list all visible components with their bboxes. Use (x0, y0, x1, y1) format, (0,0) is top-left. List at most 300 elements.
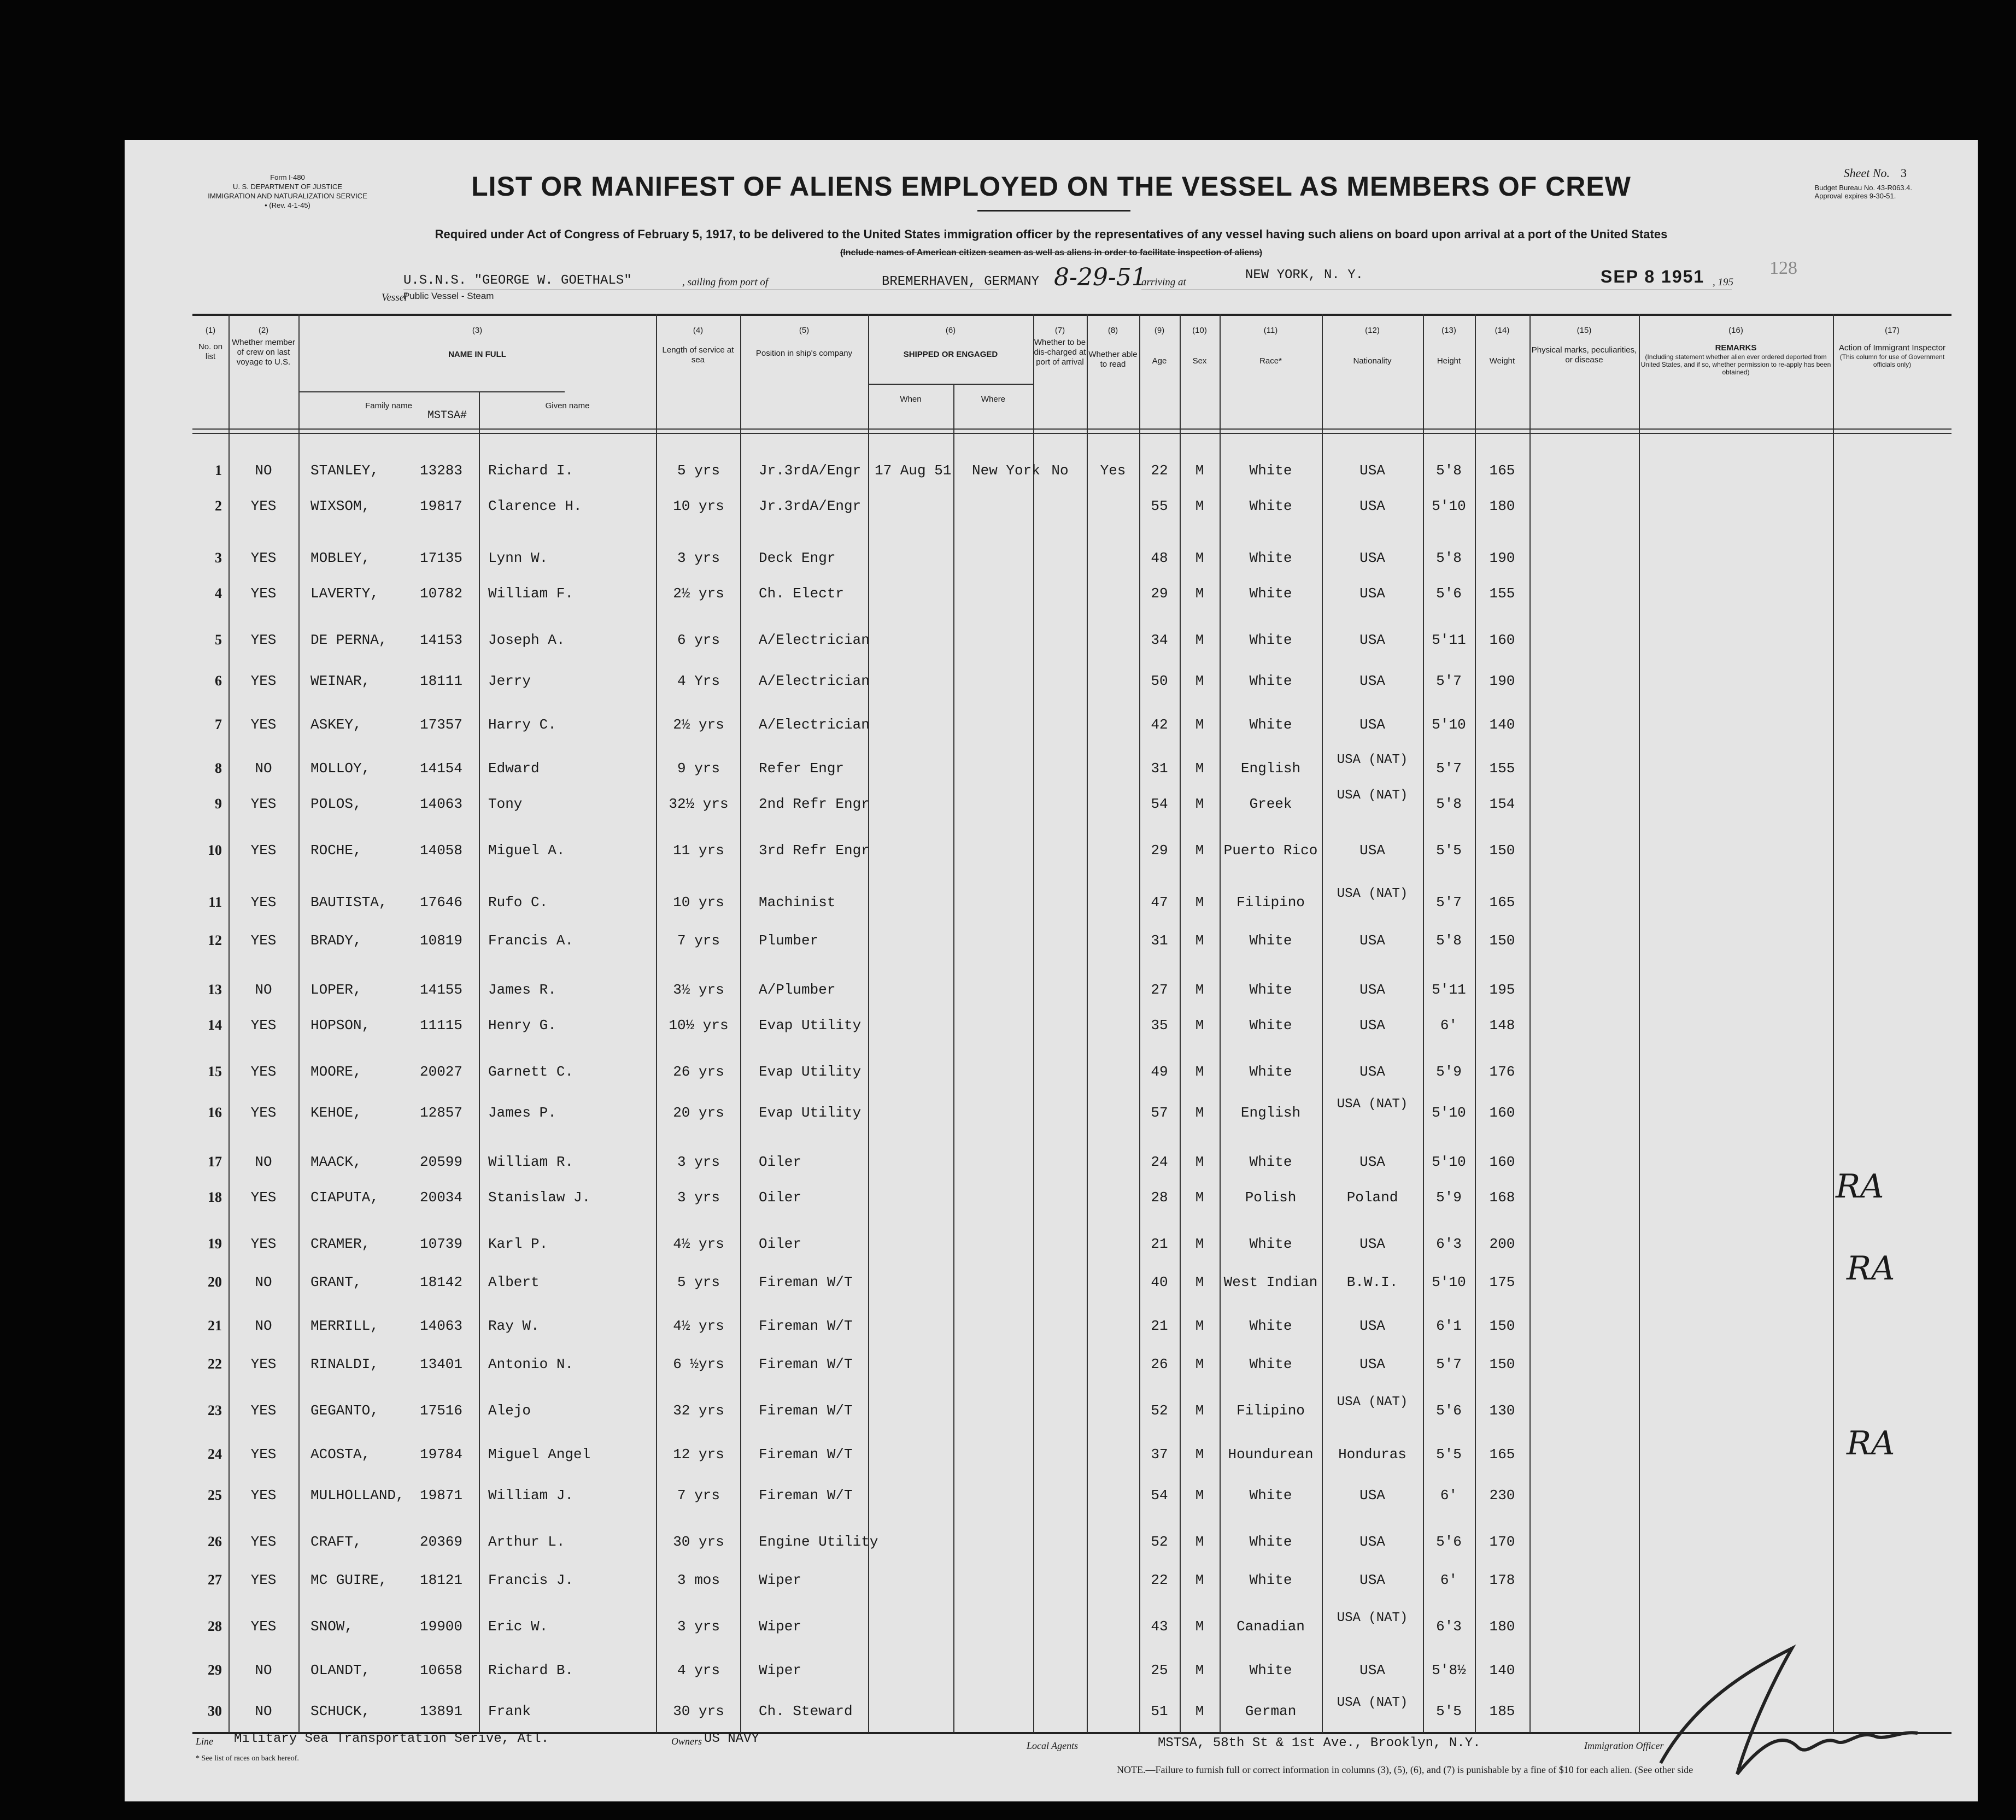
cell-position: Fireman W/T (759, 1274, 853, 1290)
cell-race: White (1249, 1356, 1292, 1372)
cell-prev: YES (250, 796, 277, 812)
sheet-number-label: Sheet No. (1843, 166, 1890, 180)
cell-weight: 160 (1489, 1105, 1515, 1121)
cell-sex: M (1195, 462, 1204, 479)
row-number: 5 (215, 632, 222, 648)
cell-prev: YES (250, 1534, 277, 1550)
vessel-label: Vessel (382, 292, 407, 303)
cell-given: Tony (488, 796, 523, 812)
cell-position: Refer Engr (759, 760, 845, 777)
arrival-port: NEW YORK, N. Y. (1245, 268, 1364, 283)
cell-service: 5 yrs (677, 462, 720, 479)
cell-family: GEGANTO, (310, 1402, 379, 1419)
cell-family: ACOSTA, (310, 1446, 371, 1463)
cell-height: 5'10 (1432, 1154, 1466, 1170)
col-line (228, 314, 230, 1733)
cell-prev: NO (255, 1154, 272, 1170)
cell-race: Polish (1245, 1189, 1297, 1206)
cell-weight: 168 (1489, 1189, 1515, 1206)
row-number: 28 (208, 1618, 222, 1634)
cell-sex: M (1195, 1356, 1204, 1372)
cell-family: LAVERTY, (310, 585, 379, 602)
row-number: 10 (208, 842, 222, 858)
cell-height: 5'11 (1432, 632, 1466, 648)
cell-family: SNOW, (310, 1618, 354, 1635)
cell-given: Harry C. (488, 717, 556, 733)
cell-nat: USA (1359, 717, 1385, 733)
cell-age: 31 (1151, 932, 1168, 949)
cell-race: White (1249, 1572, 1292, 1588)
cell-weight: 150 (1489, 932, 1515, 949)
cell-given: Albert (488, 1274, 540, 1290)
cell-read: Yes (1100, 462, 1126, 479)
cell-family: GRANT, (310, 1274, 362, 1290)
include-text: (Include names of American citizen seamen as well as aliens in order to facilitate inspection of aliens) (840, 248, 1263, 257)
row-number: 1 (215, 462, 222, 478)
cell-service: 26 yrs (673, 1064, 724, 1080)
cell-service: 12 yrs (673, 1446, 724, 1463)
cell-height: 6' (1440, 1572, 1458, 1588)
cell-mstsa: 14058 (420, 842, 463, 859)
title-underline (977, 210, 1130, 212)
cell-race: Puerto Rico (1223, 842, 1318, 859)
cell-nat: USA (1359, 462, 1385, 479)
header-bottom-rule-2 (192, 433, 1951, 434)
cell-nat: USA (1359, 1154, 1385, 1170)
cell-mstsa: 20599 (420, 1154, 463, 1170)
cell-height: 5'7 (1436, 673, 1462, 689)
cell-prev: YES (250, 1572, 277, 1588)
col9-header: (9) Age (1152, 326, 1167, 366)
cell-weight: 195 (1489, 982, 1515, 998)
cell-nat: USA (NAT) (1337, 1611, 1408, 1625)
cell-weight: 170 (1489, 1534, 1515, 1550)
cell-position: Oiler (759, 1236, 802, 1252)
cell-sex: M (1195, 585, 1204, 602)
cell-service: 5 yrs (677, 1274, 720, 1290)
row-number: 29 (208, 1662, 222, 1678)
row-number: 13 (208, 982, 222, 997)
cell-service: 3 yrs (677, 550, 720, 566)
cell-race: White (1249, 673, 1292, 689)
cell-service: 3 yrs (677, 1154, 720, 1170)
cell-nat: USA (NAT) (1337, 788, 1408, 803)
cell-family: BAUTISTA, (310, 894, 388, 911)
cell-prev: YES (250, 1402, 277, 1419)
cell-weight: 165 (1489, 462, 1515, 479)
cell-height: 5'8 (1436, 796, 1462, 812)
cell-height: 5'9 (1436, 1189, 1462, 1206)
cell-prev: NO (255, 1703, 272, 1719)
cell-nat: USA (1359, 842, 1385, 859)
cell-mstsa: 20369 (420, 1534, 463, 1550)
cell-sex: M (1195, 760, 1204, 777)
row-number: 9 (215, 796, 222, 812)
cell-mstsa: 14063 (420, 1318, 463, 1334)
family-name-header: Family name (365, 401, 412, 410)
cell-weight: 230 (1489, 1487, 1515, 1504)
cell-nat: USA (1359, 1487, 1385, 1504)
cell-nat: USA (1359, 932, 1385, 949)
revision: • (Rev. 4-1-45) (265, 201, 310, 209)
cell-height: 5'7 (1436, 894, 1462, 911)
cell-weight: 160 (1489, 632, 1515, 648)
cell-prev: NO (255, 462, 272, 479)
cell-position: A/Electrician (759, 673, 870, 689)
cell-mstsa: 10782 (420, 585, 463, 602)
cell-given: William F. (488, 585, 574, 602)
cell-service: 30 yrs (673, 1703, 724, 1719)
cell-mstsa: 18142 (420, 1274, 463, 1290)
cell-sex: M (1195, 1017, 1204, 1034)
cell-service: 20 yrs (673, 1105, 724, 1121)
cell-age: 47 (1151, 894, 1168, 911)
cell-age: 22 (1151, 1572, 1168, 1588)
col14-header: (14) Weight (1489, 326, 1515, 366)
cell-position: Jr.3rdA/Engr (759, 498, 862, 514)
col-line (740, 314, 741, 1733)
row-number: 23 (208, 1402, 222, 1418)
col11-header: (11) Race* (1259, 326, 1282, 366)
year-suffix: , 195 (1713, 277, 1733, 288)
cell-age: 51 (1151, 1703, 1168, 1719)
cell-sex: M (1195, 550, 1204, 566)
cell-position: Oiler (759, 1154, 802, 1170)
cell-nat: USA (1359, 1534, 1385, 1550)
cell-height: 6' (1440, 1487, 1458, 1504)
cell-race: Houndurean (1228, 1446, 1314, 1463)
cell-mstsa: 19900 (420, 1618, 463, 1635)
when-header: When (900, 395, 922, 404)
cell-prev: YES (250, 673, 277, 689)
vessel-type: Public Vessel - Steam (403, 291, 494, 301)
cell-prev: NO (255, 982, 272, 998)
cell-position: Fireman W/T (759, 1356, 853, 1372)
cell-height: 5'6 (1436, 585, 1462, 602)
col-line (656, 314, 657, 1733)
cell-family: RINALDI, (310, 1356, 379, 1372)
col6-header: (6) SHIPPED OR ENGAGED (903, 326, 998, 359)
cell-race: White (1249, 717, 1292, 733)
cell-height: 5'5 (1436, 842, 1462, 859)
cell-position: Engine Utility (759, 1534, 878, 1550)
cell-age: 48 (1151, 550, 1168, 566)
corner-number: 128 (1769, 258, 1797, 278)
cell-height: 5'7 (1436, 1356, 1462, 1372)
cell-mstsa: 14155 (420, 982, 463, 998)
col2-header: (2) Whether member of crew on last voyage to U.S. (232, 326, 295, 367)
cell-sex: M (1195, 1064, 1204, 1080)
cell-sex: M (1195, 1105, 1204, 1121)
cell-race: White (1249, 550, 1292, 566)
cell-race: West Indian (1223, 1274, 1318, 1290)
cell-age: 21 (1151, 1236, 1168, 1252)
col17-header: (17) Action of Immigrant Inspector (This column for use of Government officials only) (1838, 326, 1946, 368)
cell-mstsa: 18121 (420, 1572, 463, 1588)
cell-sex: M (1195, 796, 1204, 812)
cell-race: Greek (1249, 796, 1292, 812)
inspector-mark: RA (1847, 1424, 1895, 1463)
line-value: Military Sea Transportation Serive, Atl. (234, 1731, 549, 1746)
cell-race: German (1245, 1703, 1297, 1719)
cell-service: 2½ yrs (673, 585, 724, 602)
cell-given: William J. (488, 1487, 574, 1504)
cell-race: White (1249, 1318, 1292, 1334)
cell-mstsa: 19784 (420, 1446, 463, 1463)
cell-position: Fireman W/T (759, 1402, 853, 1419)
sailing-label: , sailing from port of (682, 277, 769, 288)
row-number: 6 (215, 673, 222, 689)
row-number: 11 (208, 894, 222, 910)
col1-header: (1) No. on list (198, 326, 223, 361)
col-line (1639, 314, 1640, 1733)
cell-race: White (1249, 1017, 1292, 1034)
cell-height: 6'1 (1436, 1318, 1462, 1334)
cell-race: White (1249, 585, 1292, 602)
cell-race: White (1249, 1534, 1292, 1550)
cell-family: ROCHE, (310, 842, 362, 859)
cell-mstsa: 12857 (420, 1105, 463, 1121)
cell-age: 54 (1151, 796, 1168, 812)
cell-nat: USA (1359, 1318, 1385, 1334)
department: U. S. DEPARTMENT OF JUSTICE (232, 183, 343, 191)
cell-nat: USA (1359, 1356, 1385, 1372)
cell-height: 5'8½ (1432, 1662, 1466, 1678)
cell-weight: 154 (1489, 796, 1515, 812)
cell-mstsa: 13283 (420, 462, 463, 479)
row-number: 22 (208, 1356, 222, 1372)
col-line (298, 314, 300, 1733)
owners-label: Owners (671, 1736, 702, 1747)
cell-position: Plumber (759, 932, 819, 949)
cell-given: Richard I. (488, 462, 574, 479)
cell-position: Oiler (759, 1189, 802, 1206)
cell-age: 22 (1151, 462, 1168, 479)
cell-weight: 165 (1489, 894, 1515, 911)
col-line (868, 314, 869, 1733)
cell-sex: M (1195, 632, 1204, 648)
col-line (1087, 314, 1088, 1733)
owners-value: US NAVY (704, 1731, 759, 1746)
cell-service: 32 yrs (673, 1402, 724, 1419)
cell-position: Fireman W/T (759, 1318, 853, 1334)
cell-height: 6'3 (1436, 1236, 1462, 1252)
cell-position: A/Electrician (759, 717, 870, 733)
cell-race: White (1249, 1662, 1292, 1678)
cell-nat: USA (NAT) (1337, 886, 1408, 901)
cell-height: 5'11 (1432, 982, 1466, 998)
cell-family: KEHOE, (310, 1105, 362, 1121)
cell-family: BRADY, (310, 932, 362, 949)
cell-nat: USA (1359, 982, 1385, 998)
cell-sex: M (1195, 1236, 1204, 1252)
cell-mstsa: 18111 (420, 673, 463, 689)
cell-mstsa: 20027 (420, 1064, 463, 1080)
statute-text: Required under Act of Congress of February 5, 1917, to be delivered to the United States immigration officer by the representatives of any vessel having such aliens on board upon arrival at a port of the United States (435, 227, 1668, 241)
manifest-sheet (125, 140, 1978, 1801)
cell-weight: 180 (1489, 1618, 1515, 1635)
cell-sex: M (1195, 1154, 1204, 1170)
cell-service: 4½ yrs (673, 1318, 724, 1334)
cell-height: 5'8 (1436, 462, 1462, 479)
cell-nat: USA (1359, 1017, 1385, 1034)
cell-prev: YES (250, 717, 277, 733)
row-number: 15 (208, 1064, 222, 1079)
cell-age: 37 (1151, 1446, 1168, 1463)
cell-race: English (1240, 760, 1301, 777)
cell-sex: M (1195, 717, 1204, 733)
cell-weight: 155 (1489, 585, 1515, 602)
cell-nat: USA (1359, 1064, 1385, 1080)
cell-family: MAACK, (310, 1154, 362, 1170)
cell-age: 24 (1151, 1154, 1168, 1170)
cell-given: William R. (488, 1154, 574, 1170)
cell-given: James P. (488, 1105, 556, 1121)
cell-sex: M (1195, 842, 1204, 859)
budget-bureau: Budget Bureau No. 43-R063.4. (1814, 184, 1912, 192)
approval-expiry: Approval expires 9-30-51. (1814, 192, 1896, 200)
cell-position: Fireman W/T (759, 1446, 853, 1463)
cell-family: POLOS, (310, 796, 362, 812)
cell-nat: USA (NAT) (1337, 1395, 1408, 1410)
cell-age: 52 (1151, 1534, 1168, 1550)
cell-height: 5'10 (1432, 1105, 1466, 1121)
row-number: 25 (208, 1487, 222, 1503)
row-number: 7 (215, 717, 222, 732)
cell-sex: M (1195, 982, 1204, 998)
cell-given: Joseph A. (488, 632, 565, 648)
cell-sex: M (1195, 1534, 1204, 1550)
cell-service: 3½ yrs (673, 982, 724, 998)
cell-age: 50 (1151, 673, 1168, 689)
cell-sex: M (1195, 932, 1204, 949)
cell-nat: USA (NAT) (1337, 1695, 1408, 1710)
form-number: Form I-480 (270, 173, 305, 181)
cell-weight: 130 (1489, 1402, 1515, 1419)
cell-service: 10½ yrs (669, 1017, 729, 1034)
cell-position: Ch. Electr (759, 585, 845, 602)
given-name-header: Given name (545, 401, 590, 410)
cell-family: CRAMER, (310, 1236, 371, 1252)
row-number: 16 (208, 1105, 222, 1120)
cell-family: OLANDT, (310, 1662, 371, 1678)
cell-given: Eric W. (488, 1618, 548, 1635)
cell-prev: YES (250, 894, 277, 911)
cell-age: 21 (1151, 1318, 1168, 1334)
cell-sex: M (1195, 1572, 1204, 1588)
cell-mstsa: 17135 (420, 550, 463, 566)
page-title: LIST OR MANIFEST OF ALIENS EMPLOYED ON THE VESSEL AS MEMBERS OF CREW (471, 171, 1631, 202)
cell-nat: USA (1359, 1662, 1385, 1678)
mstsa-header: MSTSA# (427, 409, 467, 422)
cell-nat: USA (NAT) (1337, 753, 1408, 767)
cell-age: 29 (1151, 842, 1168, 859)
col-line (479, 391, 480, 1733)
penalty-note: NOTE.—Failure to furnish full or correct information in columns (3), (5), (6), and (7) is punishable by a fine of $10 for each alien. (See other side (1117, 1764, 1693, 1775)
cell-position: Evap Utility (759, 1105, 862, 1121)
inspector-mark: RA (1836, 1167, 1884, 1206)
cell-prev: NO (255, 1318, 272, 1334)
cell-when: 17 Aug 51 (875, 462, 952, 479)
col8-header: (8) Whether able to read (1088, 326, 1138, 369)
cell-weight: 140 (1489, 1662, 1515, 1678)
cell-position: 3rd Refr Engr (759, 842, 870, 859)
arriving-label: arriving at (1141, 277, 1186, 288)
cell-service: 4½ yrs (673, 1236, 724, 1252)
cell-race: English (1240, 1105, 1301, 1121)
row-number: 24 (208, 1446, 222, 1462)
handwritten-date: 8-29-51 (1054, 263, 1147, 291)
inspector-mark: RA (1847, 1249, 1895, 1288)
cell-sex: M (1195, 1274, 1204, 1290)
cell-given: Stanislaw J. (488, 1189, 591, 1206)
service: IMMIGRATION AND NATURALIZATION SERVICE (208, 192, 367, 200)
cell-prev: YES (250, 1487, 277, 1504)
cell-service: 2½ yrs (673, 717, 724, 733)
cell-service: 10 yrs (673, 894, 724, 911)
cell-height: 5'6 (1436, 1402, 1462, 1419)
col-line (953, 384, 954, 1733)
cell-service: 6 yrs (677, 632, 720, 648)
cell-nat: USA (1359, 1572, 1385, 1588)
col3-header: (3) NAME IN FULL (448, 326, 506, 359)
cell-mstsa: 10739 (420, 1236, 463, 1252)
cell-position: Deck Engr (759, 550, 836, 566)
cell-nat: USA (1359, 498, 1385, 514)
cell-prev: YES (250, 1356, 277, 1372)
cell-given: Jerry (488, 673, 531, 689)
cell-weight: 150 (1489, 842, 1515, 859)
line-label: Line (196, 1736, 214, 1747)
cell-service: 7 yrs (677, 1487, 720, 1504)
cell-race: White (1249, 498, 1292, 514)
cell-family: MERRILL, (310, 1318, 379, 1334)
cell-given: Frank (488, 1703, 531, 1719)
cell-sex: M (1195, 1402, 1204, 1419)
row-number: 21 (208, 1318, 222, 1334)
agents-label: Local Agents (1027, 1740, 1079, 1751)
cell-sex: M (1195, 1703, 1204, 1719)
cell-age: 31 (1151, 760, 1168, 777)
cell-prev: YES (250, 1017, 277, 1034)
cell-weight: 165 (1489, 1446, 1515, 1463)
cell-age: 52 (1151, 1402, 1168, 1419)
agents-value: MSTSA, 58th St & 1st Ave., Brooklyn, N.Y. (1158, 1736, 1481, 1751)
cell-position: Wiper (759, 1618, 802, 1635)
cell-family: WEINAR, (310, 673, 371, 689)
cell-sex: M (1195, 1318, 1204, 1334)
cell-age: 27 (1151, 982, 1168, 998)
cell-given: Lynn W. (488, 550, 548, 566)
cell-height: 5'10 (1432, 717, 1466, 733)
cell-family: MOBLEY, (310, 550, 371, 566)
cell-mstsa: 14154 (420, 760, 463, 777)
cell-height: 5'5 (1436, 1446, 1462, 1463)
cell-age: 49 (1151, 1064, 1168, 1080)
cell-family: CRAFT, (310, 1534, 362, 1550)
cell-height: 5'10 (1432, 1274, 1466, 1290)
cell-weight: 200 (1489, 1236, 1515, 1252)
cell-height: 5'9 (1436, 1064, 1462, 1080)
cell-given: Francis J. (488, 1572, 574, 1588)
cell-given: Clarence H. (488, 498, 582, 514)
cell-mstsa: 11115 (420, 1017, 463, 1034)
sailing-port: BREMERHAVEN, GERMANY (882, 274, 1040, 289)
cell-family: MULHOLLAND, (310, 1487, 405, 1504)
cell-given: James R. (488, 982, 556, 998)
cell-given: Miguel A. (488, 842, 565, 859)
cell-where: New York (972, 462, 1040, 479)
